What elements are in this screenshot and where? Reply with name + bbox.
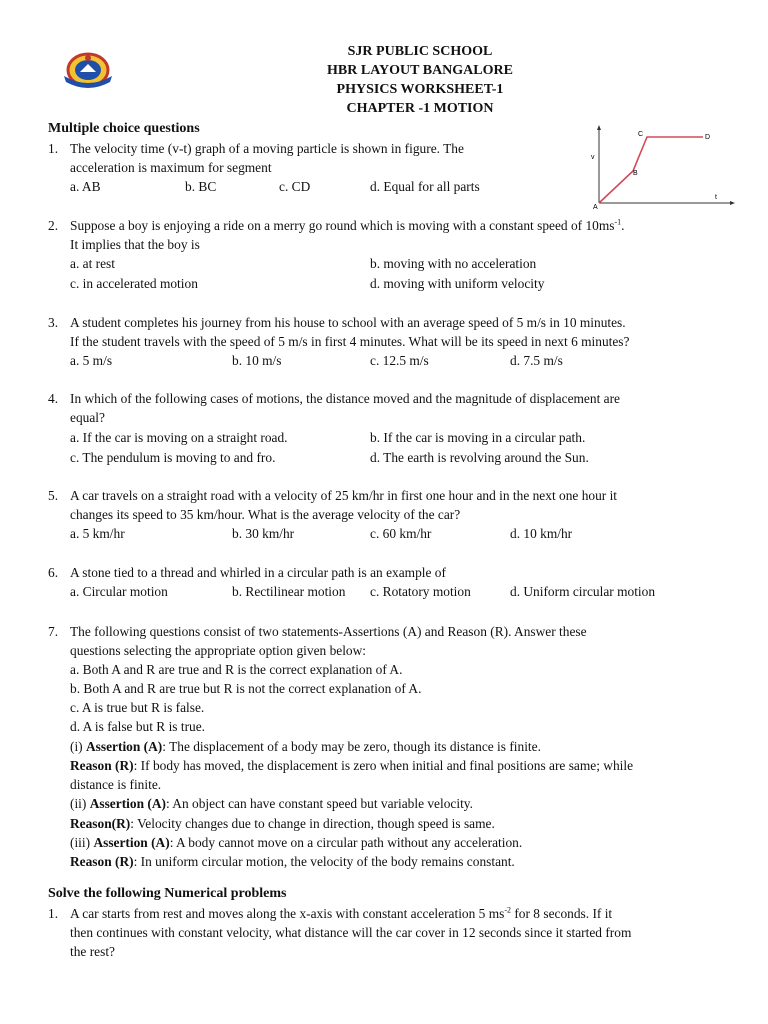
q7-option-a: a. Both A and R are true and R is the correct explanation of A. bbox=[70, 662, 403, 677]
q5-number: 5. bbox=[48, 488, 59, 503]
n1-line1-end: for 8 seconds. If it bbox=[511, 906, 613, 921]
q5-line2: changes its speed to 35 km/hour. What is the average velocity of the car? bbox=[70, 507, 461, 522]
q3-option-a: a. 5 m/s bbox=[70, 353, 113, 368]
q3-option-b: b. 10 m/s bbox=[232, 353, 282, 368]
q7-ii-reason-label: Reason(R) bbox=[70, 816, 131, 831]
q6-option-b: b. Rectilinear motion bbox=[232, 584, 346, 599]
q7-line2: questions selecting the appropriate option given below: bbox=[70, 643, 367, 658]
q1-line2: acceleration is maximum for segment bbox=[70, 160, 272, 175]
q2-option-d: d. moving with uniform velocity bbox=[370, 276, 545, 291]
graph-point-d: D bbox=[705, 134, 711, 141]
q7-ii-assertion-text: : An object can have constant speed but variable velocity. bbox=[165, 796, 473, 811]
n1-number: 1. bbox=[48, 906, 59, 921]
q7-i-assertion bbox=[70, 739, 541, 755]
q7-i-reason bbox=[70, 758, 633, 774]
q3-line2: If the student travels with the speed of 5 m/s in first 4 minutes. What will be its speed in next 6 minutes? bbox=[70, 334, 630, 349]
q6-option-d: d. Uniform circular motion bbox=[510, 584, 656, 599]
q7-i-prefix: (i) bbox=[70, 739, 86, 754]
q7-line1: The following questions consist of two statements-Assertions (A) and Reason (R). Answer these bbox=[70, 624, 587, 639]
q6-number: 6. bbox=[48, 565, 59, 580]
q7-iii-assertion bbox=[70, 835, 522, 851]
q5-option-d: d. 10 km/hr bbox=[510, 526, 573, 541]
q2-line2: It implies that the boy is bbox=[70, 237, 200, 252]
graph-point-c: C bbox=[638, 131, 644, 138]
velocity-time-graph bbox=[585, 125, 735, 210]
q7-iii-reason bbox=[70, 854, 515, 870]
q4-option-a: a. If the car is moving on a straight road. bbox=[70, 430, 288, 445]
q5-line1: A car travels on a straight road with a velocity of 25 km/hr in first one hour and in the next one hour it bbox=[70, 488, 618, 503]
q7-iii-assertion-label: Assertion (A) bbox=[93, 835, 170, 850]
q2-line1-end: . bbox=[621, 218, 625, 233]
q7-i-reason-label: Reason (R) bbox=[70, 758, 134, 773]
q7-ii-assertion bbox=[70, 796, 473, 812]
q3-option-d: d. 7.5 m/s bbox=[510, 353, 563, 368]
q2-line1-sup: -1 bbox=[614, 217, 622, 227]
graph-point-a: A bbox=[593, 204, 598, 210]
q7-iii-assertion-text: : A body cannot move on a circular path without any acceleration. bbox=[169, 835, 523, 850]
q4-line1: In which of the following cases of motions, the distance moved and the magnitude of displacement are bbox=[70, 391, 620, 406]
graph-y-label: v bbox=[591, 154, 595, 161]
q7-i-assertion-text: : The displacement of a body may be zero, though its distance is finite. bbox=[162, 739, 541, 754]
section-mcq-heading: Multiple choice questions bbox=[48, 121, 200, 136]
q2-option-c: c. in accelerated motion bbox=[70, 276, 198, 291]
school-address: HBR LAYOUT BANGALORE bbox=[327, 63, 513, 78]
worksheet-title: PHYSICS WORKSHEET-1 bbox=[336, 82, 504, 97]
q7-ii-assertion-label: Assertion (A) bbox=[89, 796, 166, 811]
q6-option-a: a. Circular motion bbox=[70, 584, 168, 599]
q3-number: 3. bbox=[48, 315, 59, 330]
q4-line2: equal? bbox=[70, 410, 105, 425]
q5-option-a: a. 5 km/hr bbox=[70, 526, 125, 541]
q7-iii-reason-text: : In uniform circular motion, the velocity of the body remains constant. bbox=[133, 854, 515, 869]
q1-option-b: b. BC bbox=[185, 179, 217, 194]
q4-number: 4. bbox=[48, 391, 59, 406]
chapter-title: CHAPTER -1 MOTION bbox=[346, 101, 494, 116]
q1-number: 1. bbox=[48, 141, 59, 156]
q3-line1: A student completes his journey from his house to school with an average speed of 5 m/s in 10 minutes. bbox=[70, 315, 626, 330]
q1-line1: The velocity time (v-t) graph of a moving particle is shown in figure. The bbox=[70, 141, 464, 156]
n1-line1 bbox=[70, 906, 612, 922]
q7-i-reason-cont: distance is finite. bbox=[70, 777, 162, 792]
q2-option-b: b. moving with no acceleration bbox=[370, 256, 537, 271]
graph-x-label: t bbox=[715, 194, 717, 201]
q5-option-c: c. 60 km/hr bbox=[370, 526, 432, 541]
q7-option-d: d. A is false but R is true. bbox=[70, 719, 206, 734]
q7-ii-reason bbox=[70, 816, 495, 832]
q7-iii-prefix: (iii) bbox=[70, 835, 94, 850]
q4-option-c: c. The pendulum is moving to and fro. bbox=[70, 450, 276, 465]
q7-number: 7. bbox=[48, 624, 59, 639]
q2-line1-text: Suppose a boy is enjoying a ride on a merry go round which is moving with a constant speed of 10ms bbox=[70, 218, 615, 233]
q3-option-c: c. 12.5 m/s bbox=[370, 353, 429, 368]
q6-option-c: c. Rotatory motion bbox=[370, 584, 471, 599]
q7-iii-reason-label: Reason (R) bbox=[70, 854, 134, 869]
n1-line1-sup: -2 bbox=[504, 905, 511, 915]
q7-option-c: c. A is true but R is false. bbox=[70, 700, 205, 715]
q1-option-c: c. CD bbox=[279, 179, 311, 194]
n1-line1-text: A car starts from rest and moves along the x-axis with constant acceleration 5 ms bbox=[70, 906, 505, 921]
q7-i-reason-text: : If body has moved, the displacement is zero when initial and final positions are same; while bbox=[133, 758, 634, 773]
n1-line2: then continues with constant velocity, what distance will the car cover in 12 seconds since it started from bbox=[70, 925, 632, 940]
q6-line1: A stone tied to a thread and whirled in a circular path is an example of bbox=[70, 565, 446, 580]
q7-option-b: b. Both A and R are true but R is not the correct explanation of A. bbox=[70, 681, 422, 696]
q7-i-assertion-label: Assertion (A) bbox=[86, 739, 163, 754]
school-name: SJR PUBLIC SCHOOL bbox=[347, 44, 493, 59]
section-numerical-heading: Solve the following Numerical problems bbox=[48, 886, 287, 901]
q2-option-a: a. at rest bbox=[70, 256, 115, 271]
graph-point-b: B bbox=[633, 170, 638, 177]
q4-option-d: d. The earth is revolving around the Sun. bbox=[370, 450, 589, 465]
graph-line bbox=[599, 137, 703, 203]
q1-option-d: d. Equal for all parts bbox=[370, 179, 480, 194]
q5-option-b: b. 30 km/hr bbox=[232, 526, 295, 541]
q7-ii-prefix: (ii) bbox=[70, 796, 90, 811]
q2-number: 2. bbox=[48, 218, 59, 233]
q1-option-a: a. AB bbox=[70, 179, 101, 194]
q2-line1 bbox=[70, 218, 625, 234]
n1-line3: the rest? bbox=[70, 944, 115, 959]
q7-ii-reason-text: : Velocity changes due to change in direction, though speed is same. bbox=[130, 816, 495, 831]
q4-option-b: b. If the car is moving in a circular path. bbox=[370, 430, 586, 445]
